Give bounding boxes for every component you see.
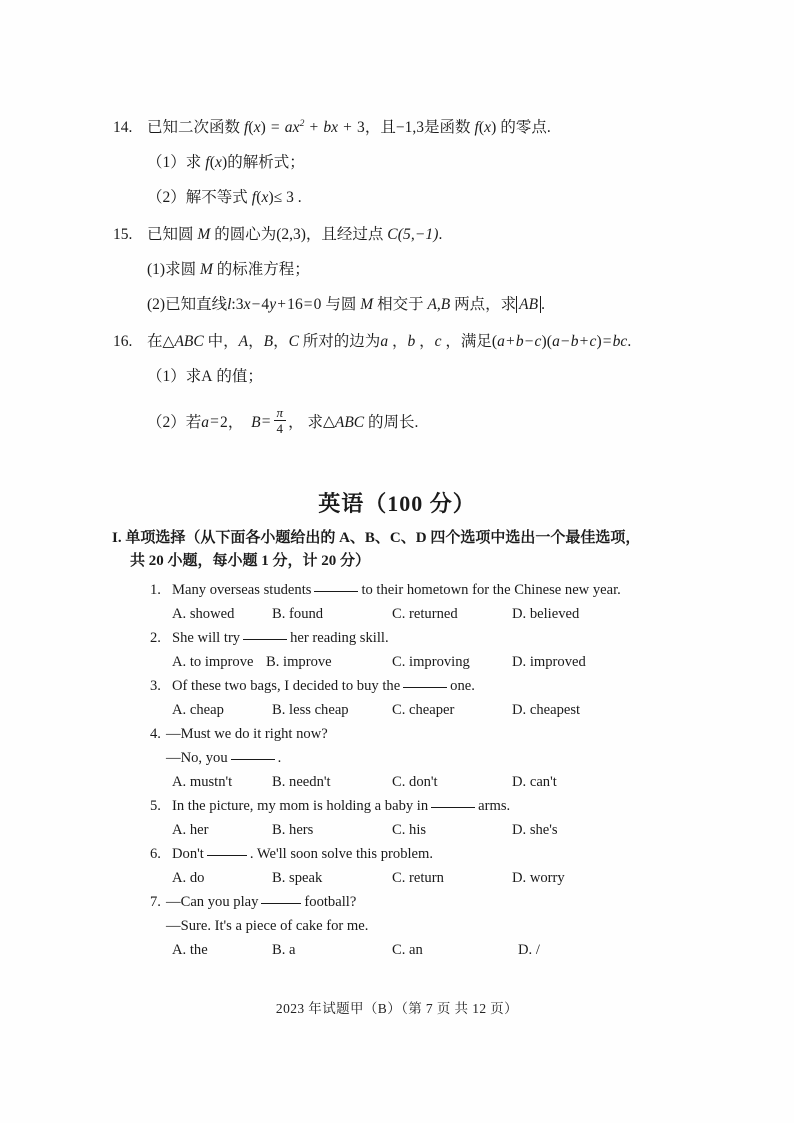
sub-label: （2）	[147, 413, 186, 431]
sub-label: (2)	[147, 295, 166, 313]
dialog-after: .	[277, 750, 282, 766]
option-c[interactable]: C. cheaper	[392, 702, 455, 718]
answer-blank	[403, 675, 447, 688]
dialog-before: —Can you play	[166, 894, 259, 910]
option-d[interactable]: D. she's	[512, 822, 558, 838]
option-b[interactable]: B. improve	[266, 654, 332, 670]
option-d[interactable]: D. can't	[512, 774, 557, 790]
sub-text-before: 解不等式	[185, 189, 248, 206]
question-2	[0, 626, 794, 650]
answer-blank	[231, 747, 275, 760]
option-d[interactable]: D. /	[518, 942, 540, 958]
question-number: 2.	[150, 630, 161, 646]
problem-number: 14.	[113, 119, 133, 136]
question-3	[0, 674, 794, 698]
stem-prefix: 已知二次函数	[147, 119, 241, 137]
english-question-list	[0, 578, 794, 962]
option-d[interactable]: D. cheapest	[512, 702, 581, 718]
sub-text-after: 的解析式；	[227, 154, 305, 172]
triangle-icon	[163, 333, 175, 350]
fx-inline: f(x)	[205, 154, 228, 172]
math-problem-14	[0, 118, 794, 139]
math-problem-15-sub-1: (1)求圆 M 的标准方程；	[147, 260, 310, 278]
math-problem-15	[0, 225, 794, 246]
question-7-options	[0, 938, 794, 962]
instruction-line-2: 共 20 小题，每小题 1 分，计 20 分）	[130, 553, 371, 570]
formula-fx-ref: f(x)	[474, 119, 497, 137]
sub-text-after: ≤ 3 .	[273, 189, 302, 206]
english-instruction	[112, 527, 712, 574]
answer-blank	[207, 843, 247, 856]
option-c[interactable]: C. returned	[392, 606, 458, 622]
math-problem-16-sub-1: （1）求A 的值；	[147, 367, 263, 385]
option-c[interactable]: C. improving	[392, 654, 470, 670]
center-point: (2,3)	[276, 225, 306, 243]
question-3-options	[0, 698, 794, 722]
answer-blank	[261, 891, 301, 904]
question-5	[0, 794, 794, 818]
math-section	[0, 118, 794, 436]
question-stem	[152, 842, 433, 866]
problem-stem: 在 △ ABC 中，A，B，C 所对的边为a ，b ，c ，满足(a+b−c)(a−b+c)=bc.	[115, 332, 794, 353]
option-c[interactable]: C. don't	[392, 774, 438, 790]
option-b[interactable]: B. found	[272, 606, 324, 622]
question-7	[0, 890, 794, 914]
stem-before: In the picture, my mom is holding a baby in	[172, 798, 429, 814]
question-number: 4.	[150, 726, 161, 742]
problem-number: 16.	[113, 332, 133, 350]
dialog-after: football?	[304, 894, 357, 910]
question-stem	[152, 578, 621, 602]
stem-suffix: 是函数	[423, 119, 471, 137]
formula-fx: $f(x) = ax^2$ + bx + 3	[244, 118, 365, 137]
question-5-options	[0, 818, 794, 842]
question-4	[0, 722, 794, 746]
stem-mid: ，且	[364, 119, 396, 137]
question-stem	[152, 674, 475, 698]
through-point: C(5,−1)	[387, 225, 439, 243]
stem-after: to their hometown for the Chinese new year.	[361, 582, 621, 598]
option-d[interactable]: D. believed	[512, 606, 580, 622]
dialog-line-2: —Sure. It's a piece of cake for me.	[166, 918, 369, 934]
option-a[interactable]: A. do	[172, 870, 205, 886]
option-a[interactable]: A. her	[172, 822, 209, 838]
question-dialog-line-1	[152, 890, 356, 914]
stem-after: . We'll soon solve this problem.	[249, 846, 434, 862]
option-c[interactable]: C. return	[392, 870, 444, 886]
option-b[interactable]: B. less cheap	[272, 702, 349, 718]
question-4-options	[0, 770, 794, 794]
option-d[interactable]: D. improved	[512, 654, 586, 670]
sub-label: (1)	[147, 260, 166, 278]
sub-label: （1）	[147, 367, 186, 385]
dialog-before: —No, you	[166, 750, 228, 766]
problem-number: 15.	[113, 225, 133, 243]
question-number: 7.	[150, 894, 161, 910]
math-problem-14-sub-1	[0, 153, 794, 174]
question-number: 6.	[150, 846, 161, 862]
answer-blank	[431, 795, 475, 808]
stem-before: Don't	[172, 846, 204, 862]
zeros-value: −1,3	[395, 119, 424, 137]
question-6-options	[0, 866, 794, 890]
question-stem	[152, 794, 510, 818]
triangle-icon	[323, 413, 335, 430]
page-footer: 2023 年试题甲（B）（第 7 页 共 12 页）	[275, 1001, 519, 1016]
question-number: 1.	[150, 582, 161, 598]
stem-before: She will try	[172, 630, 241, 646]
english-section-title: 英语（100 分）	[318, 491, 476, 516]
math-problem-14-sub-2	[0, 188, 794, 209]
option-a[interactable]: A. to improve	[172, 654, 254, 670]
question-1-options	[0, 602, 794, 626]
option-c[interactable]: C. his	[392, 822, 427, 838]
instruction-line-1: I. 单项选择（从下面各小题给出的 A、B、C、D 四个选项中选出一个最佳选项，	[112, 530, 641, 546]
math-problem-15-sub-2: (2)已知直线l:3x−4y+16=0 与圆 M 相交于 A,B 两点，求 AB .	[147, 295, 545, 313]
stem-before: Many overseas students	[172, 582, 312, 598]
question-stem	[152, 626, 389, 650]
fraction-pi-over-4: $\frac{\pi}{4}$	[274, 406, 287, 436]
question-4-dialog-line-2	[0, 746, 794, 770]
question-6	[0, 842, 794, 866]
option-a[interactable]: A. the	[172, 942, 208, 958]
option-d[interactable]: D. worry	[512, 870, 565, 886]
stem-after: her reading skill.	[290, 630, 389, 646]
option-b[interactable]: B. needn't	[272, 774, 331, 790]
stem-after: arms.	[478, 798, 511, 814]
stem-end: 的零点.	[500, 119, 551, 137]
abs-AB: AB	[516, 296, 541, 313]
problem-stem	[115, 118, 794, 139]
question-2-options	[0, 650, 794, 674]
option-a[interactable]: A. cheap	[172, 702, 224, 718]
math-problem-16-sub-2: （2）若a=2， B= $\frac{\pi}{4}$ ， 求 △ ABC 的周长.	[0, 406, 794, 436]
option-b[interactable]: B. a	[272, 942, 296, 958]
question-7-dialog-line-2	[0, 914, 794, 938]
stem-after: one.	[450, 678, 475, 694]
sub-text-before: 求	[185, 154, 202, 172]
dialog-line-2	[166, 746, 281, 770]
answer-blank	[314, 579, 358, 592]
answer-blank	[243, 627, 287, 640]
question-number: 3.	[150, 678, 161, 694]
question-1	[0, 578, 794, 602]
problem-stem: 已知圆 M 的圆心为(2,3)，且经过点 C(5,−1).	[147, 225, 443, 243]
option-a[interactable]: A. showed	[172, 606, 235, 622]
question-number: 5.	[150, 798, 161, 814]
fx-inline: f(x)	[251, 189, 274, 206]
sub-label: （2）	[147, 189, 186, 206]
option-b[interactable]: B. hers	[272, 822, 314, 838]
sub-label: （1）	[147, 154, 186, 172]
stem-before: Of these two bags, I decided to buy the	[172, 678, 401, 694]
question-dialog-line-1: —Must we do it right now?	[166, 726, 328, 742]
option-c[interactable]: C. an	[392, 942, 423, 958]
option-b[interactable]: B. speak	[272, 870, 323, 886]
math-problem-16	[0, 332, 794, 353]
option-a[interactable]: A. mustn't	[172, 774, 233, 790]
